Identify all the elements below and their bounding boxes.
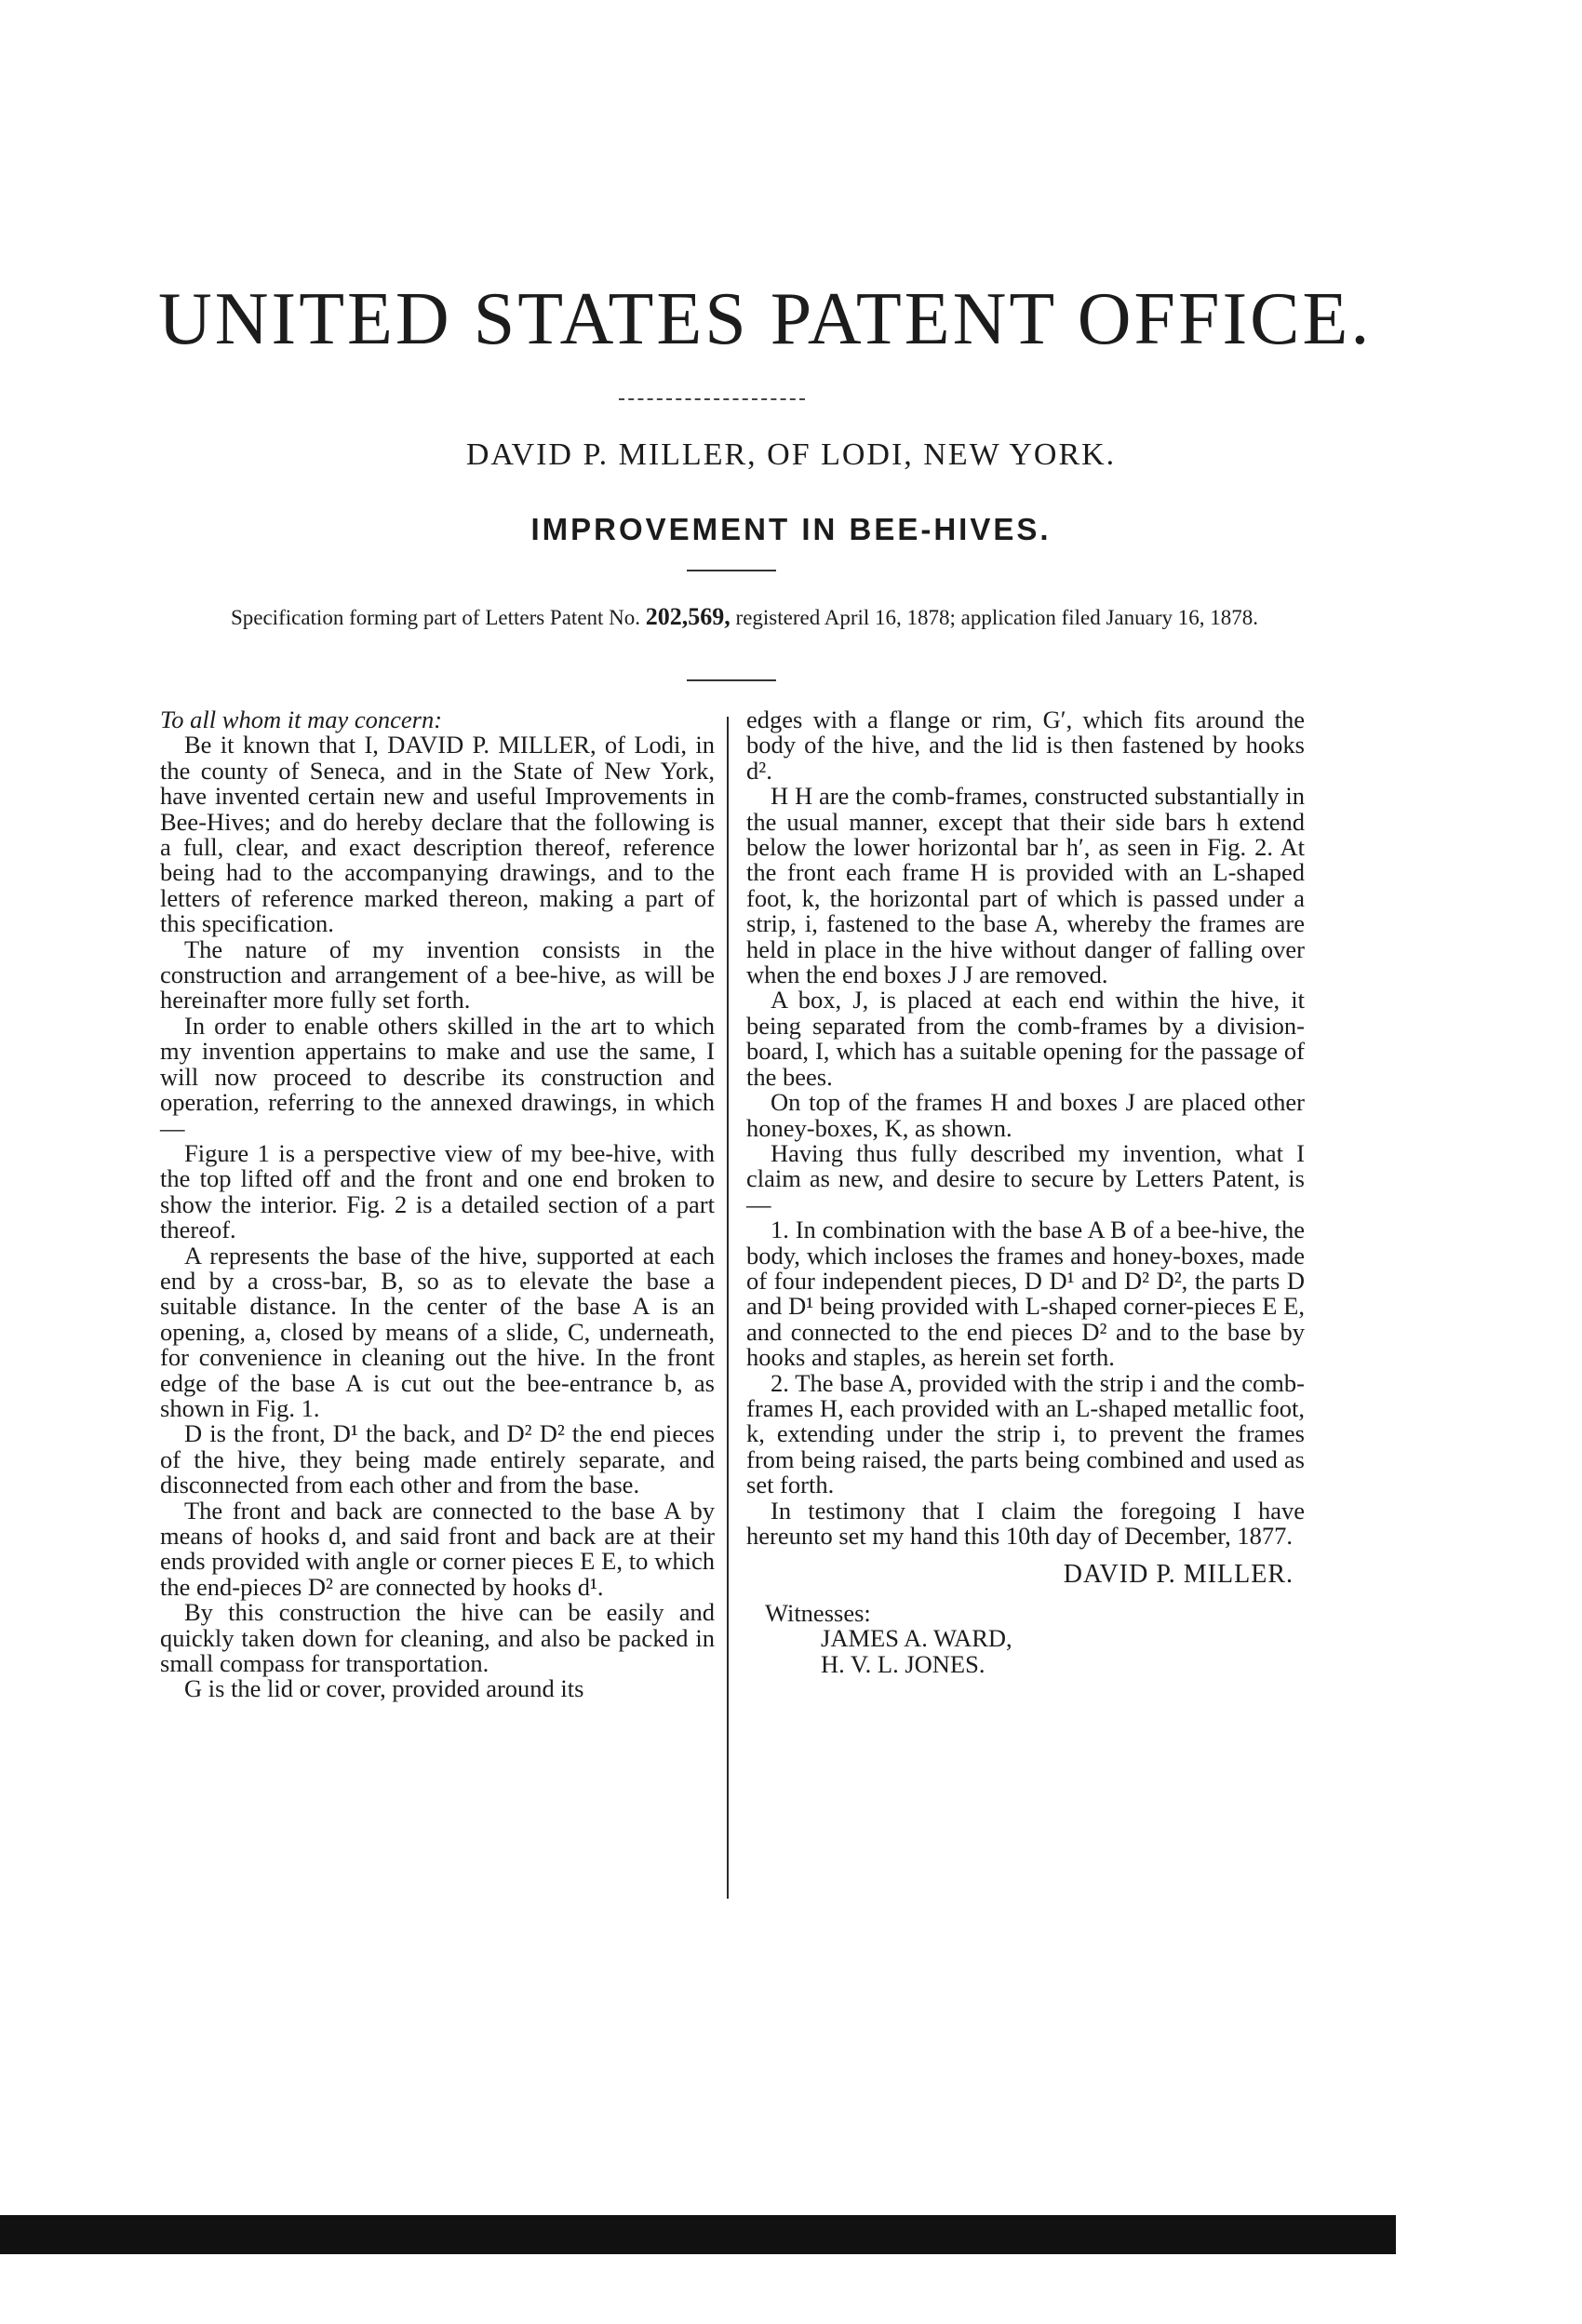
claim-1: 1. In combination with the base A B of a bee-hive, the body, which incloses the frames and honey-boxes, made of four independent pieces, D D¹ and D² D², the parts D and D¹ being provided with L-shaped corner-pieces E E, and connected to the end pieces D² and to the base by hooks and staples, as herein set forth. bbox=[746, 1216, 1305, 1372]
claim-2: 2. The base A, provided with the strip i and the comb-frames H, each provided with an L-shaped metallic foot, k, extending under the strip i, to prevent the frames from being raised, the parts being combined and used as set forth. bbox=[746, 1368, 1305, 1499]
paragraph: D is the front, D¹ the back, and D² D² the end pieces of the hive, they being made entirely separate, and disconnected from each other and from the base. bbox=[160, 1419, 715, 1499]
inventor-signature: DAVID P. MILLER. bbox=[1063, 1560, 1294, 1590]
testimony-paragraph: In testimony that I claim the foregoing I have hereunto set my hand this 10th day of December, 1877. bbox=[746, 1496, 1305, 1550]
scan-edge-bar bbox=[0, 2215, 1396, 2254]
paragraph: A represents the base of the hive, supported at each end by a cross-bar, B, so as to elevate the base a suitable distance. In the center of the base A is an opening, a, closed by means of a slide, C, underneath, for convenience in cleaning out the hive. In the front edge of the base A is cut out the bee-entrance b, as shown in Fig. 1. bbox=[160, 1241, 715, 1422]
spec-prefix: Specification forming part of Letters Patent No. bbox=[230, 606, 641, 629]
salutation: To all whom it may concern: bbox=[160, 705, 443, 733]
paragraph: A box, J, is placed at each end within the hive, it being separated from the comb-frames by a division-board, I, which has a suitable opening for the passage of the bees. bbox=[746, 986, 1305, 1091]
column-divider bbox=[727, 717, 729, 1899]
paragraph: In order to enable others skilled in the art to which my invention appertains to make and use the same, I will now proceed to describe its construction and operation, referring to the annexed drawings, in which— bbox=[160, 1011, 715, 1142]
patent-number: 202,569, bbox=[645, 603, 731, 630]
paragraph: The nature of my invention consists in the construction and arrangement of a bee-hive, as will be hereinafter more fully set forth. bbox=[160, 934, 715, 1014]
office-title: UNITED STATES PATENT OFFICE. bbox=[158, 278, 1373, 360]
improvement-rule bbox=[687, 570, 776, 571]
specification-line bbox=[186, 603, 1303, 632]
witnesses-label: Witnesses: bbox=[765, 1598, 871, 1627]
paragraph: H H are the comb-frames, constructed substantially in the usual manner, except that their side bars h extend below the lower horizontal bar h′, as seen in Fig. 2. At the front each frame H is provided with an L-shaped foot, k, the horizontal part of which is passed under a strip, i, fastened to the base A, whereby the frames are held in place in the hive without danger of falling over when the end boxes J J are removed. bbox=[746, 782, 1305, 989]
witness-name: JAMES A. WARD, bbox=[821, 1624, 1012, 1653]
spec-rule bbox=[687, 679, 776, 681]
paragraph: On top of the frames H and boxes J are placed other honey-boxes, K, as shown. bbox=[746, 1088, 1305, 1142]
spec-suffix: registered April 16, 1878; application filed January 16, 1878. bbox=[735, 606, 1259, 629]
paragraph: By this construction the hive can be easily and quickly taken down for cleaning, and also be packed in small compass for transportation. bbox=[160, 1598, 715, 1678]
paragraph: Be it known that I, DAVID P. MILLER, of Lodi, in the county of Seneca, and in the State of New York, have invented certain new and useful Improvements in Bee-Hives; and do hereby declare that the following is a full, clear, and exact description thereof, reference being had to the accompanying drawings, and to the letters of reference marked thereon, making a part of this specification. bbox=[160, 731, 715, 938]
paragraph: G is the lid or cover, provided around its bbox=[184, 1674, 584, 1703]
title-rule bbox=[619, 398, 805, 400]
witness-name: H. V. L. JONES. bbox=[821, 1649, 985, 1678]
right-column bbox=[746, 707, 1305, 1677]
left-column bbox=[160, 707, 715, 1702]
paragraph: Figure 1 is a perspective view of my bee-hive, with the top lifted off and the front and one end broken to show the interior. Fig. 2 is a detailed section of a part thereof. bbox=[160, 1138, 715, 1244]
paragraph: Having thus fully described my invention, what I claim as new, and desire to secure by Letters Patent, is— bbox=[746, 1138, 1305, 1218]
improvement-title: IMPROVEMENT IN BEE-HIVES. bbox=[530, 512, 1052, 546]
paragraph: The front and back are connected to the base A by means of hooks d, and said front and back are at their ends provided with angle or corner pieces E E, to which the end-pieces D² are connected by hooks d¹. bbox=[160, 1496, 715, 1601]
paragraph: edges with a flange or rim, G′, which fits around the body of the hive, and the lid is then fastened by hooks d². bbox=[746, 705, 1305, 785]
inventor-line: DAVID P. MILLER, OF LODI, NEW YORK. bbox=[465, 437, 1117, 472]
